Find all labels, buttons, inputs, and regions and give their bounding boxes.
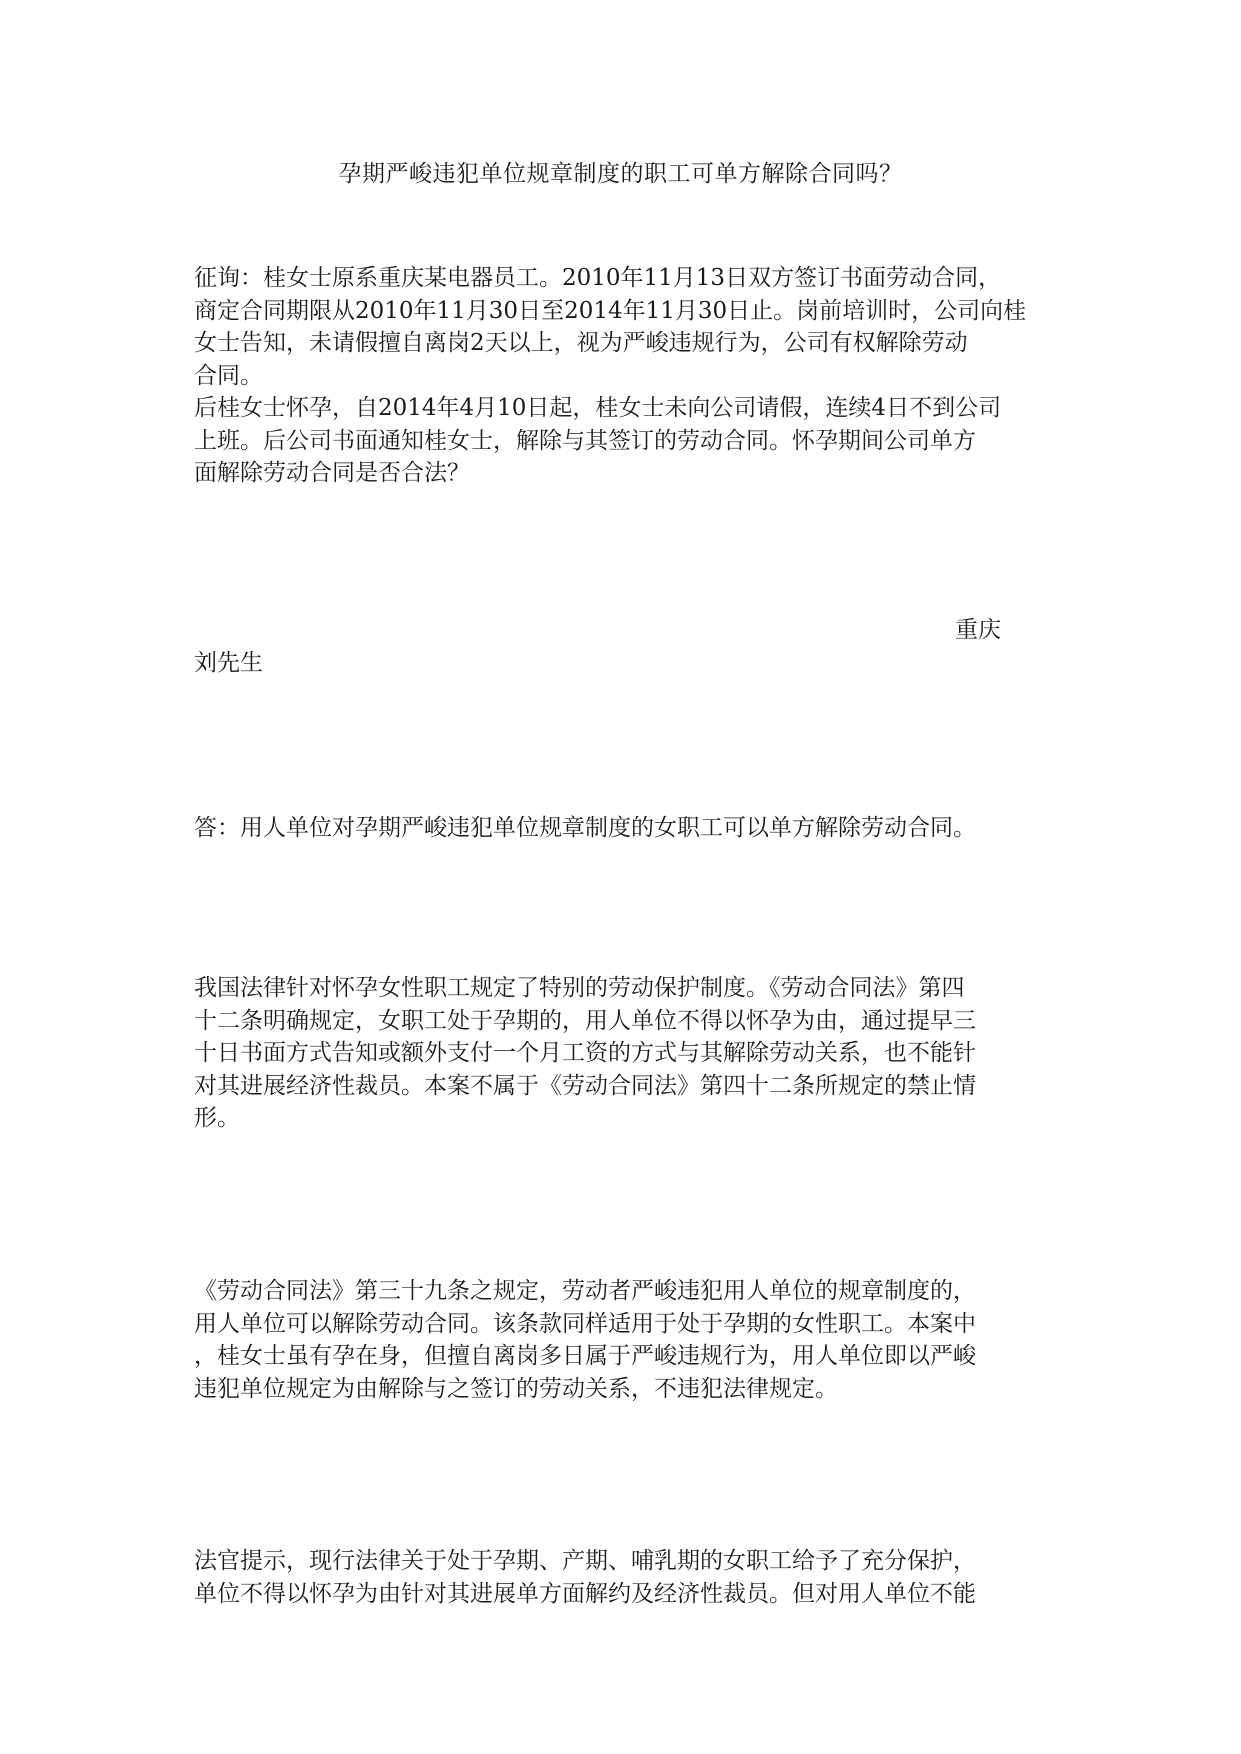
paragraph-line: 十二条明确规定，女职工处于孕期的，用人单位不得以怀孕为由，通过提早三 <box>194 1007 976 1034</box>
question-line: 上班。后公司书面通知桂女士，解除与其签订的劳动合同。怀孕期间公司单方 <box>194 427 976 454</box>
paragraph-line: ，桂女士虽有孕在身，但擅自离岗多日属于严峻违规行为，用人单位即以严峻 <box>194 1343 976 1369</box>
paragraph-line: 法官提示，现行法律关于处于孕期、产期、哺乳期的女职工给予了充分保护， <box>194 1548 976 1574</box>
paragraph-line: 我国法律针对怀孕女性职工规定了特别的劳动保护制度。《劳动合同法》第四 <box>194 975 965 1001</box>
question-line: 女士告知，未请假擅自离岗2天以上，视为严峻违规行为，公司有权解除劳动 <box>194 330 968 356</box>
body-paragraph-1 <box>194 972 1054 1135</box>
question-line: 征询：桂女士原系重庆某电器员工。2010年11月13日双方签订书面劳动合同， <box>194 265 1002 291</box>
paragraph-line: 对其进展经济性裁员。本案不属于《劳动合同法》第四十二条所规定的禁止情 <box>194 1072 976 1099</box>
question-line: 面解除劳动合同是否合法？ <box>194 460 470 486</box>
question-line: 合同。 <box>194 362 263 389</box>
document-title: 孕期严峻违犯单位规章制度的职工可单方解除合同吗？ <box>338 161 903 187</box>
paragraph-line: 十日书面方式告知或额外支付一个月工资的方式与其解除劳动关系，也不能针 <box>194 1040 976 1066</box>
paragraph-line: 用人单位可以解除劳动合同。该条款同样适用于处于孕期的女性职工。本案中 <box>194 1310 976 1337</box>
signature-name: 刘先生 <box>194 650 263 676</box>
paragraph-line: 《劳动合同法》第三十九条之规定，劳动者严峻违犯用人单位的规章制度的， <box>194 1278 976 1304</box>
body-paragraph-2 <box>194 1275 1054 1405</box>
question-line: 商定合同期限从2010年11月30日至2014年11月30日止。岗前培训时，公司向桂 <box>194 297 1027 324</box>
paragraph-line: 形。 <box>194 1105 240 1131</box>
paragraph-line: 单位不得以怀孕为由针对其进展单方面解约及经济性裁员。但对用人单位不能 <box>194 1580 976 1607</box>
signature-place: 重庆 <box>955 617 1001 643</box>
paragraph-line: 违犯单位规定为由解除与之签订的劳动关系，不违犯法律规定。 <box>194 1375 838 1402</box>
question-line: 后桂女士怀孕，自2014年4月10日起，桂女士未向公司请假，连续4日不到公司 <box>194 395 1002 421</box>
body-paragraph-3 <box>194 1545 1054 1610</box>
question-paragraph <box>194 262 1054 490</box>
answer-paragraph <box>194 812 1054 845</box>
answer-line: 答：用人单位对孕期严峻违犯单位规章制度的女职工可以单方解除劳动合同。 <box>194 815 976 841</box>
